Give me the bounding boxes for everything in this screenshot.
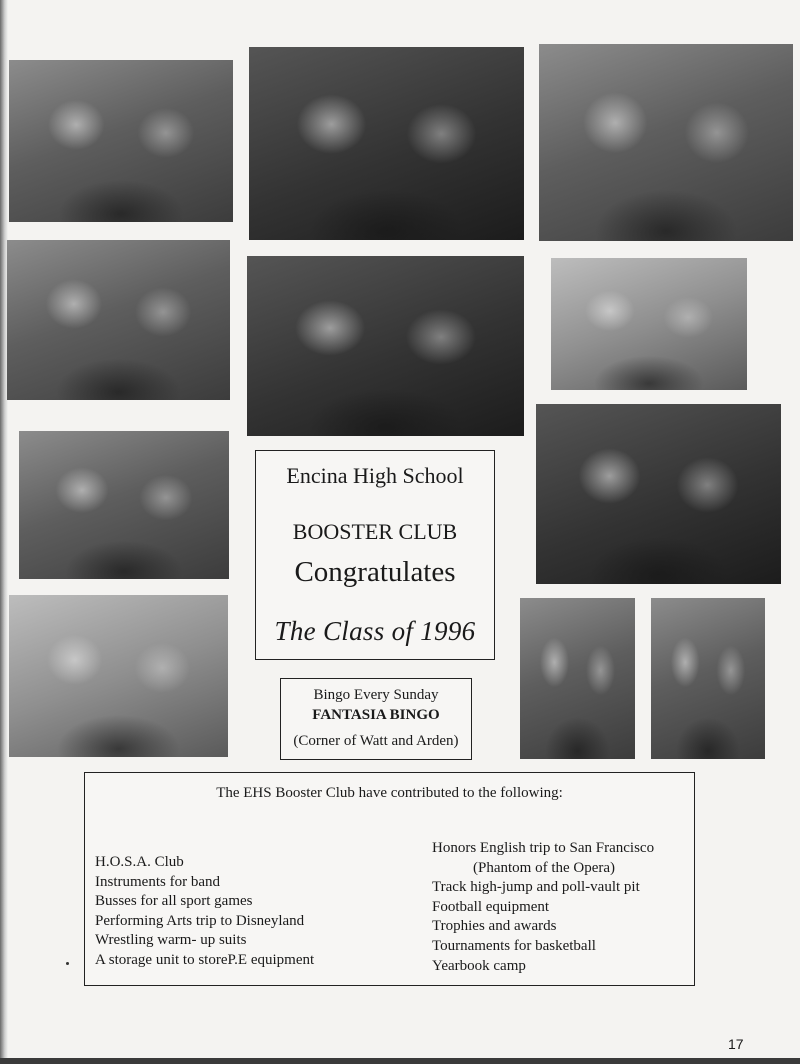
list-item: (Phantom of the Opera) [473, 859, 616, 876]
photo-basketball-team-sitting [19, 431, 229, 579]
list-item: Honors English trip to San Francisco [432, 840, 655, 856]
list-item: Trophies and awards [432, 918, 557, 935]
photo-basketball-game [551, 258, 747, 390]
photo-woman-at-table [651, 598, 765, 759]
page-bottom-edge [0, 1058, 800, 1064]
club-name: BOOSTER CLUB [292, 519, 458, 544]
page-number: 17 [728, 1036, 744, 1052]
bingo-name: FANTASIA BINGO [312, 707, 440, 723]
congratulates-heading: Congratulates [294, 556, 456, 588]
list-item: Wrestling warm- up suits [95, 932, 247, 949]
booster-club-box [255, 450, 495, 660]
photo-woman-with-antler-hat [247, 256, 524, 436]
photo-group-of-students [7, 240, 230, 400]
photo-two-men-at-booth [249, 47, 524, 240]
print-speck [66, 962, 69, 965]
bingo-schedule: Bingo Every Sunday [313, 687, 439, 703]
photo-two-smiling-women [9, 595, 228, 757]
photo-woman-and-student [520, 598, 635, 759]
photo-student-and-two-women [536, 404, 781, 584]
bingo-ad-box [280, 678, 472, 760]
page-gutter-shadow [0, 0, 8, 1064]
list-item: A storage unit to storeP.E equipment [95, 951, 315, 968]
list-item: Yearbook camp [432, 957, 526, 974]
contributions-left-list [95, 853, 314, 971]
list-item: Performing Arts trip to Disneyland [95, 912, 305, 929]
class-of-1996: The Class of 1996 [274, 616, 476, 646]
list-item: Track high-jump and poll-vault pit [432, 879, 640, 896]
contributions-heading: The EHS Booster Club have contributed to the following: [216, 785, 563, 801]
list-item: Instruments for band [95, 873, 220, 890]
photo-football-players [9, 60, 233, 222]
list-item: H.O.S.A. Club [95, 854, 184, 870]
list-item: Football equipment [432, 898, 550, 915]
list-item: Tournaments for basketball [432, 937, 596, 954]
contributions-box [84, 772, 695, 986]
bingo-location: (Corner of Watt and Arden) [293, 733, 459, 749]
photo-students-talking [539, 44, 793, 241]
contributions-right-list [432, 839, 654, 976]
list-item: Busses for all sport games [95, 893, 253, 910]
school-name: Encina High School [286, 463, 464, 488]
